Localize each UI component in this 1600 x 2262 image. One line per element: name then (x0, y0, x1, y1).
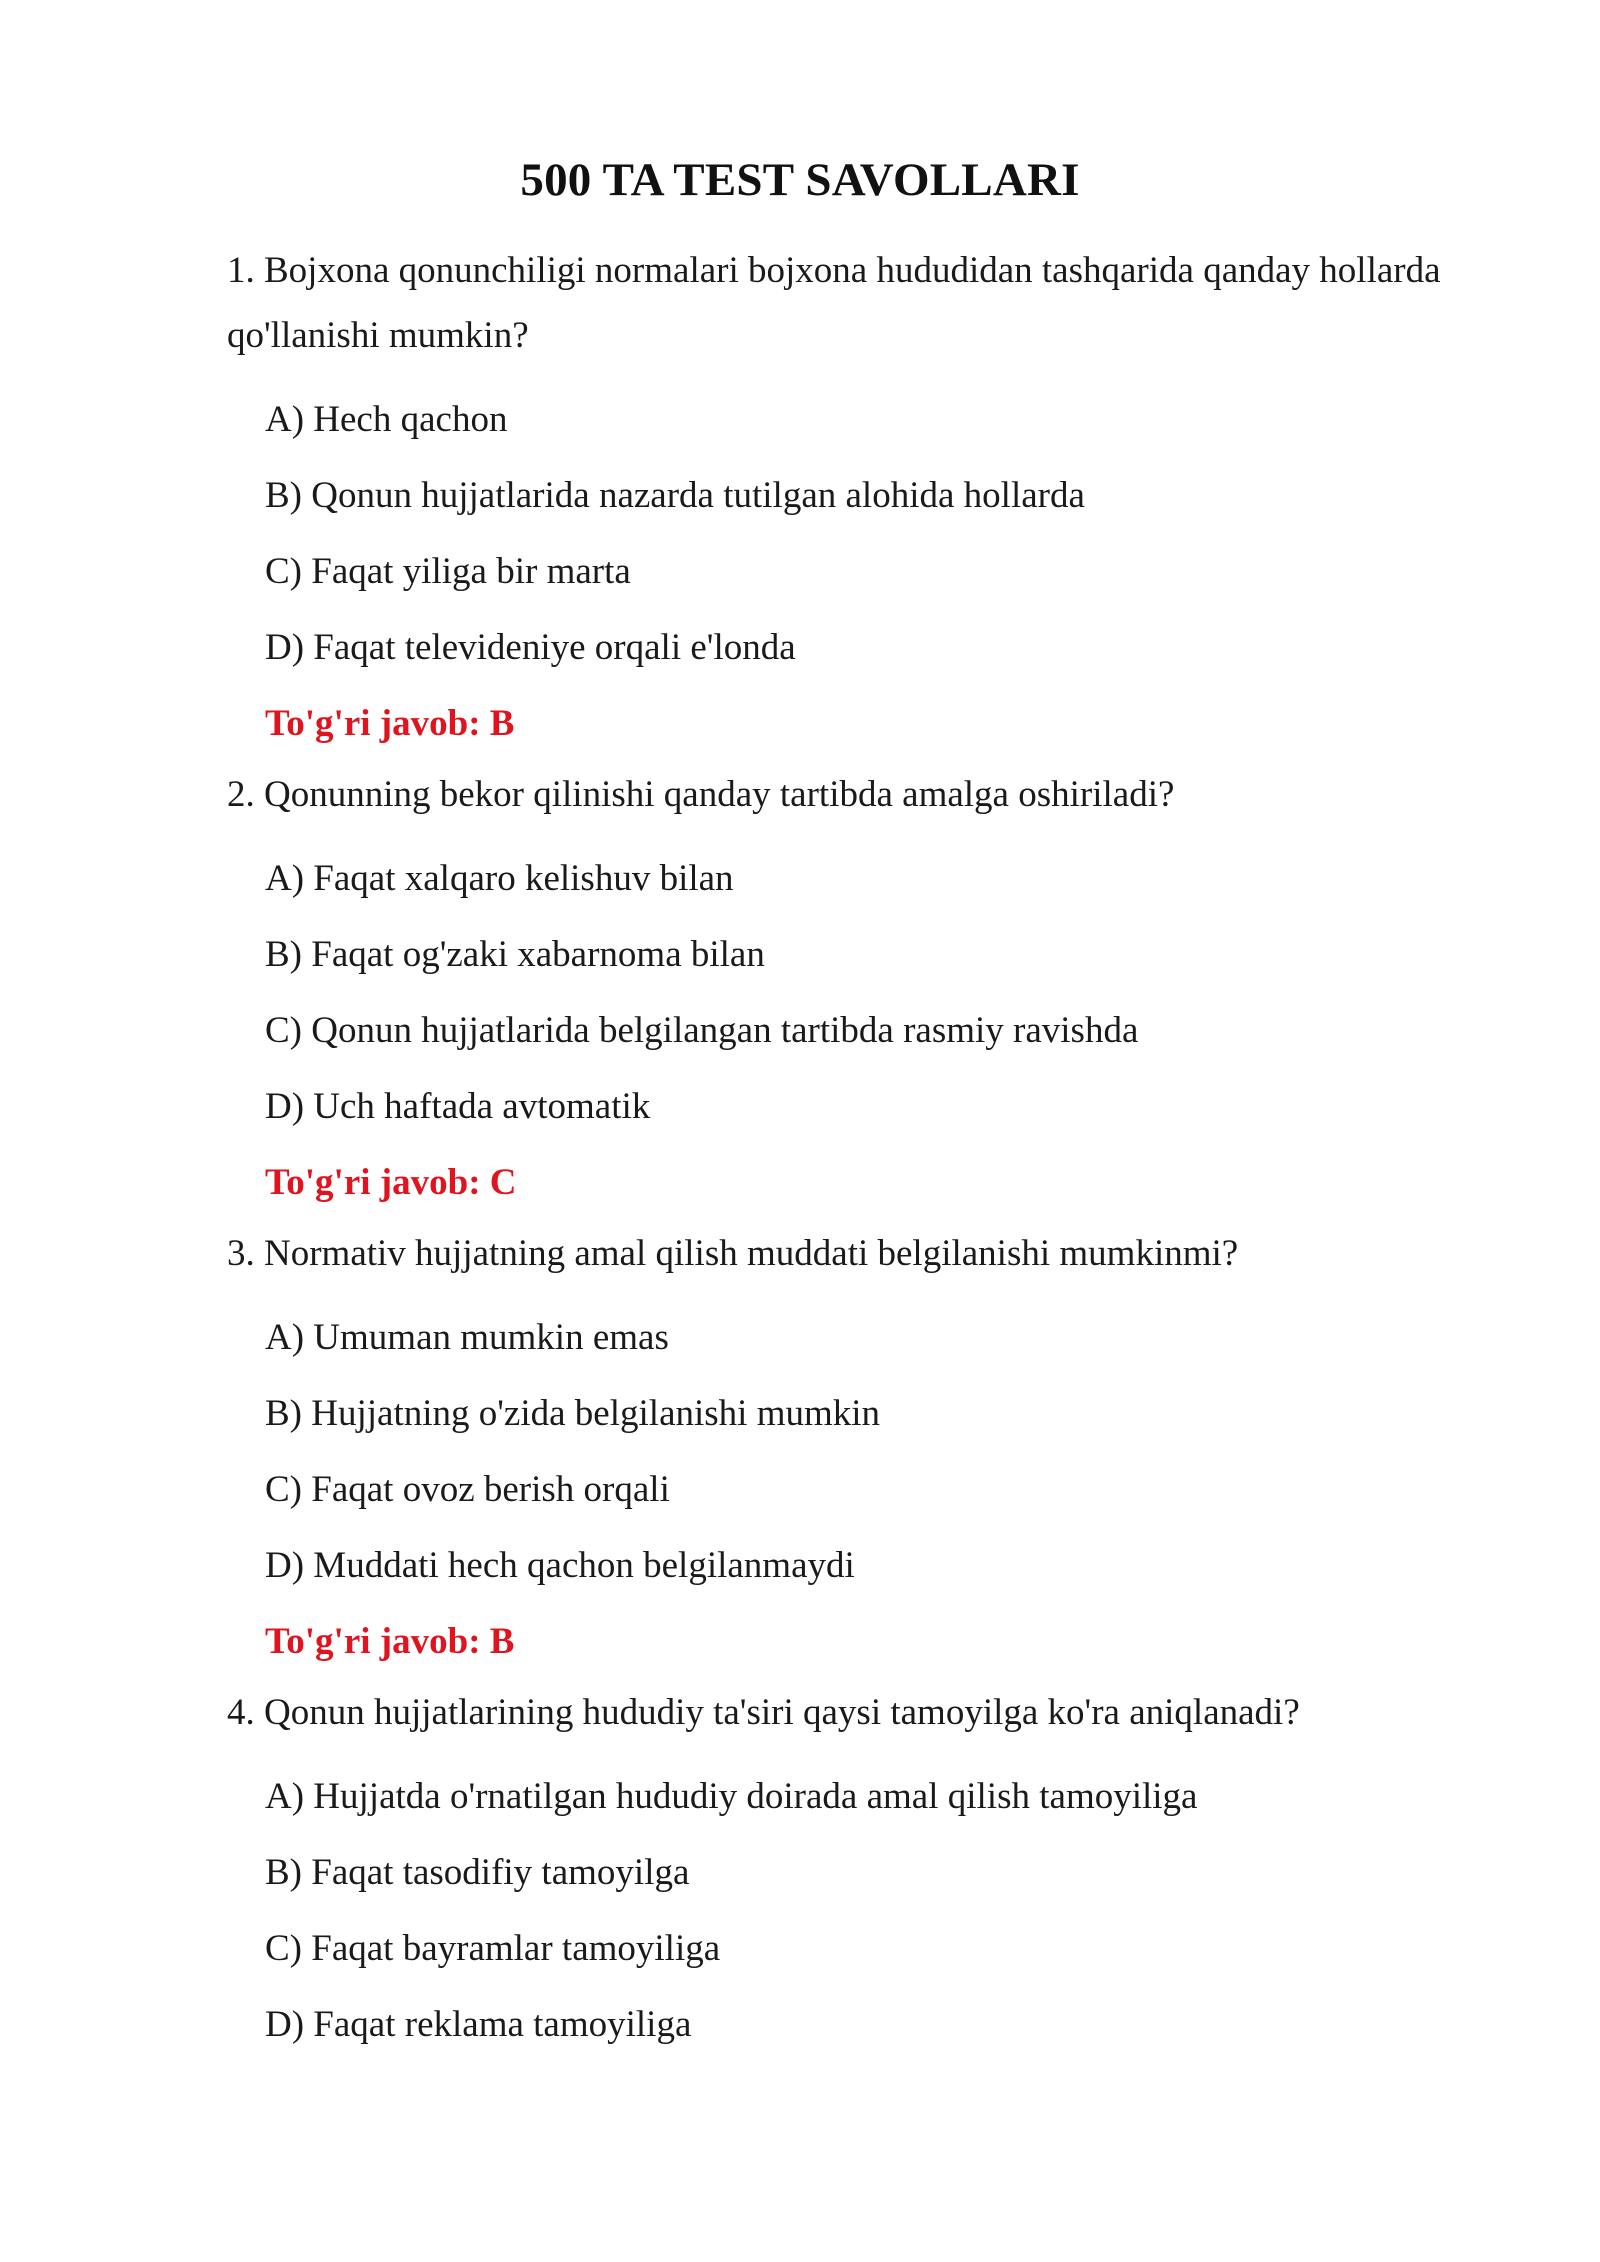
option-a: A) Hujjatda o'rnatilgan hududiy doirada amal qilish tamoyiliga (265, 1776, 1198, 1817)
option-b: B) Faqat tasodifiy tamoyilga (265, 1852, 690, 1893)
question-text: 1. Bojxona qonunchiligi normalari bojxona hududidan tashqarida qanday hollarda qo'llanishi mumkin? (227, 250, 1441, 356)
question-text: 2. Qonunning bekor qilinishi qanday tartibda amalga oshiriladi? (227, 774, 1175, 815)
correct-answer: To'g'ri javob: B (265, 703, 515, 744)
question-list (227, 238, 1467, 2063)
option-c: C) Faqat bayramlar tamoyiliga (265, 1928, 721, 1969)
option-c: C) Faqat yiliga bir marta (265, 551, 631, 592)
option-list (265, 841, 1467, 1145)
question-block (227, 1221, 1467, 1680)
option-list (265, 1759, 1467, 2063)
option-b: B) Hujjatning o'zida belgilanishi mumkin (265, 1393, 881, 1434)
option-c: C) Qonun hujjatlarida belgilangan tartibda rasmiy ravishda (265, 1010, 1139, 1051)
option-a: A) Faqat xalqaro kelishuv bilan (265, 858, 734, 899)
option-d: D) Faqat televideniye orqali e'londa (265, 627, 796, 668)
option-b: B) Qonun hujjatlarida nazarda tutilgan alohida hollarda (265, 475, 1085, 516)
question-text: 3. Normativ hujjatning amal qilish muddati belgilanishi mumkinmi? (227, 1233, 1239, 1274)
correct-answer: To'g'ri javob: B (265, 1621, 515, 1662)
page-title: 500 TA TEST SAVOLLARI (520, 154, 1080, 206)
question-block (227, 762, 1467, 1221)
option-a: A) Umuman mumkin emas (265, 1317, 669, 1358)
option-d: D) Faqat reklama tamoyiliga (265, 2004, 692, 2045)
option-d: D) Muddati hech qachon belgilanmaydi (265, 1545, 855, 1586)
option-d: D) Uch haftada avtomatik (265, 1086, 651, 1127)
question-text: 4. Qonun hujjatlarining hududiy ta'siri qaysi tamoyilga ko'ra aniqlanadi? (227, 1692, 1300, 1733)
option-b: B) Faqat og'zaki xabarnoma bilan (265, 934, 765, 975)
option-a: A) Hech qachon (265, 399, 508, 440)
correct-answer: To'g'ri javob: C (265, 1162, 517, 1203)
question-block (227, 1680, 1467, 2063)
option-list (265, 382, 1467, 686)
question-block (227, 238, 1467, 762)
option-list (265, 1300, 1467, 1604)
option-c: C) Faqat ovoz berish orqali (265, 1469, 670, 1510)
